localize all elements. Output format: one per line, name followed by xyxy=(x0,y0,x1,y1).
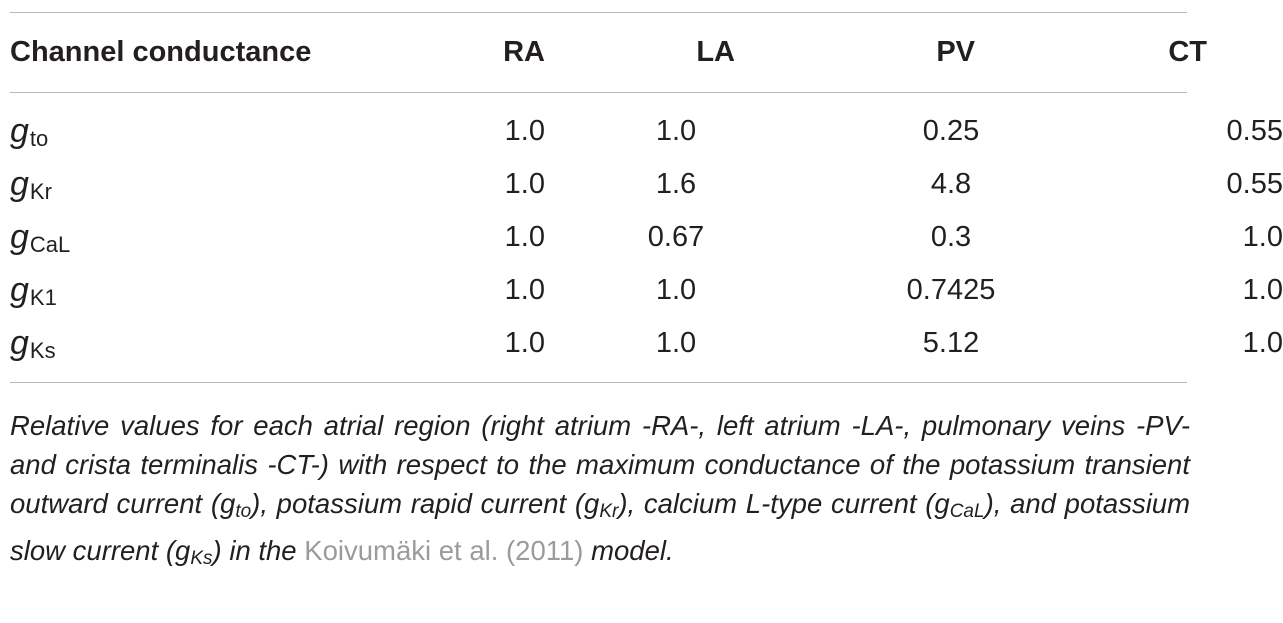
cell-la: 1.0 xyxy=(655,115,697,147)
conductance-symbol: $g_{Kr}$ xyxy=(10,164,52,204)
conductance-symbol: $g_{Ks}$ xyxy=(10,323,56,363)
cell-ct: 0.55 xyxy=(1226,168,1283,200)
table-row xyxy=(10,264,1283,317)
header-ra: RA xyxy=(503,36,545,68)
table-row xyxy=(10,317,1283,370)
cell-ct: 0.55 xyxy=(1226,115,1283,147)
row-label-gks xyxy=(10,317,400,370)
cell-la: 1.0 xyxy=(655,274,697,306)
cell-pv: 0.25 xyxy=(922,115,980,147)
citation-link[interactable]: Koivumäki et al. (2011) xyxy=(304,535,584,566)
conductance-symbol: $g_{to}$ xyxy=(10,111,49,151)
header-ct: CT xyxy=(1168,36,1207,68)
table-bottom-rule xyxy=(10,382,1187,383)
table-header-row xyxy=(10,13,1207,92)
conductance-table-body xyxy=(10,93,1283,382)
cell-pv: 5.12 xyxy=(922,327,980,359)
row-label-gkr xyxy=(10,158,400,211)
cell-ct: 1.0 xyxy=(1242,274,1283,306)
header-pv: PV xyxy=(936,36,975,68)
cell-ra: 1.0 xyxy=(504,327,545,359)
conductance-symbol: $g_{K1}$ xyxy=(10,270,57,310)
row-label-gcal xyxy=(10,211,400,264)
table-caption: Relative values for each atrial region (right atrium -RA-, left atrium -LA-, pulmonary veins -PV- and crista terminalis -CT-) with respect to the maximum conductance of the potassium transient outward current $(g_{to})$, potassium rapid current $(g_{Kr})$, calcium L-type current $(g_{CaL})$, and potassium slow current $(g_{Ks})$ in the Koivumäki et al. (2011) model. xyxy=(10,410,1191,569)
header-channel-conductance: Channel conductance xyxy=(10,36,312,68)
cell-ct: 1.0 xyxy=(1242,327,1283,359)
row-label-gk1 xyxy=(10,264,400,317)
cell-ra: 1.0 xyxy=(504,221,545,253)
conductance-table-container xyxy=(10,12,1283,383)
cell-la: 1.6 xyxy=(655,168,697,200)
conductance-symbol: $g_{CaL}$ xyxy=(10,217,71,257)
cell-la: 0.67 xyxy=(647,221,705,253)
cell-ra: 1.0 xyxy=(504,168,545,200)
conductance-table xyxy=(10,13,1207,92)
cell-pv: 4.8 xyxy=(930,168,972,200)
header-la: LA xyxy=(696,36,735,68)
cell-ra: 1.0 xyxy=(504,115,545,147)
table-row xyxy=(10,158,1283,211)
cell-ct: 1.0 xyxy=(1242,221,1283,253)
row-label-gto xyxy=(10,105,400,158)
cell-pv: 0.3 xyxy=(930,221,972,253)
table-row xyxy=(10,211,1283,264)
cell-pv: 0.7425 xyxy=(906,274,996,306)
cell-ra: 1.0 xyxy=(504,274,545,306)
cell-la: 1.0 xyxy=(655,327,697,359)
table-row xyxy=(10,105,1283,158)
